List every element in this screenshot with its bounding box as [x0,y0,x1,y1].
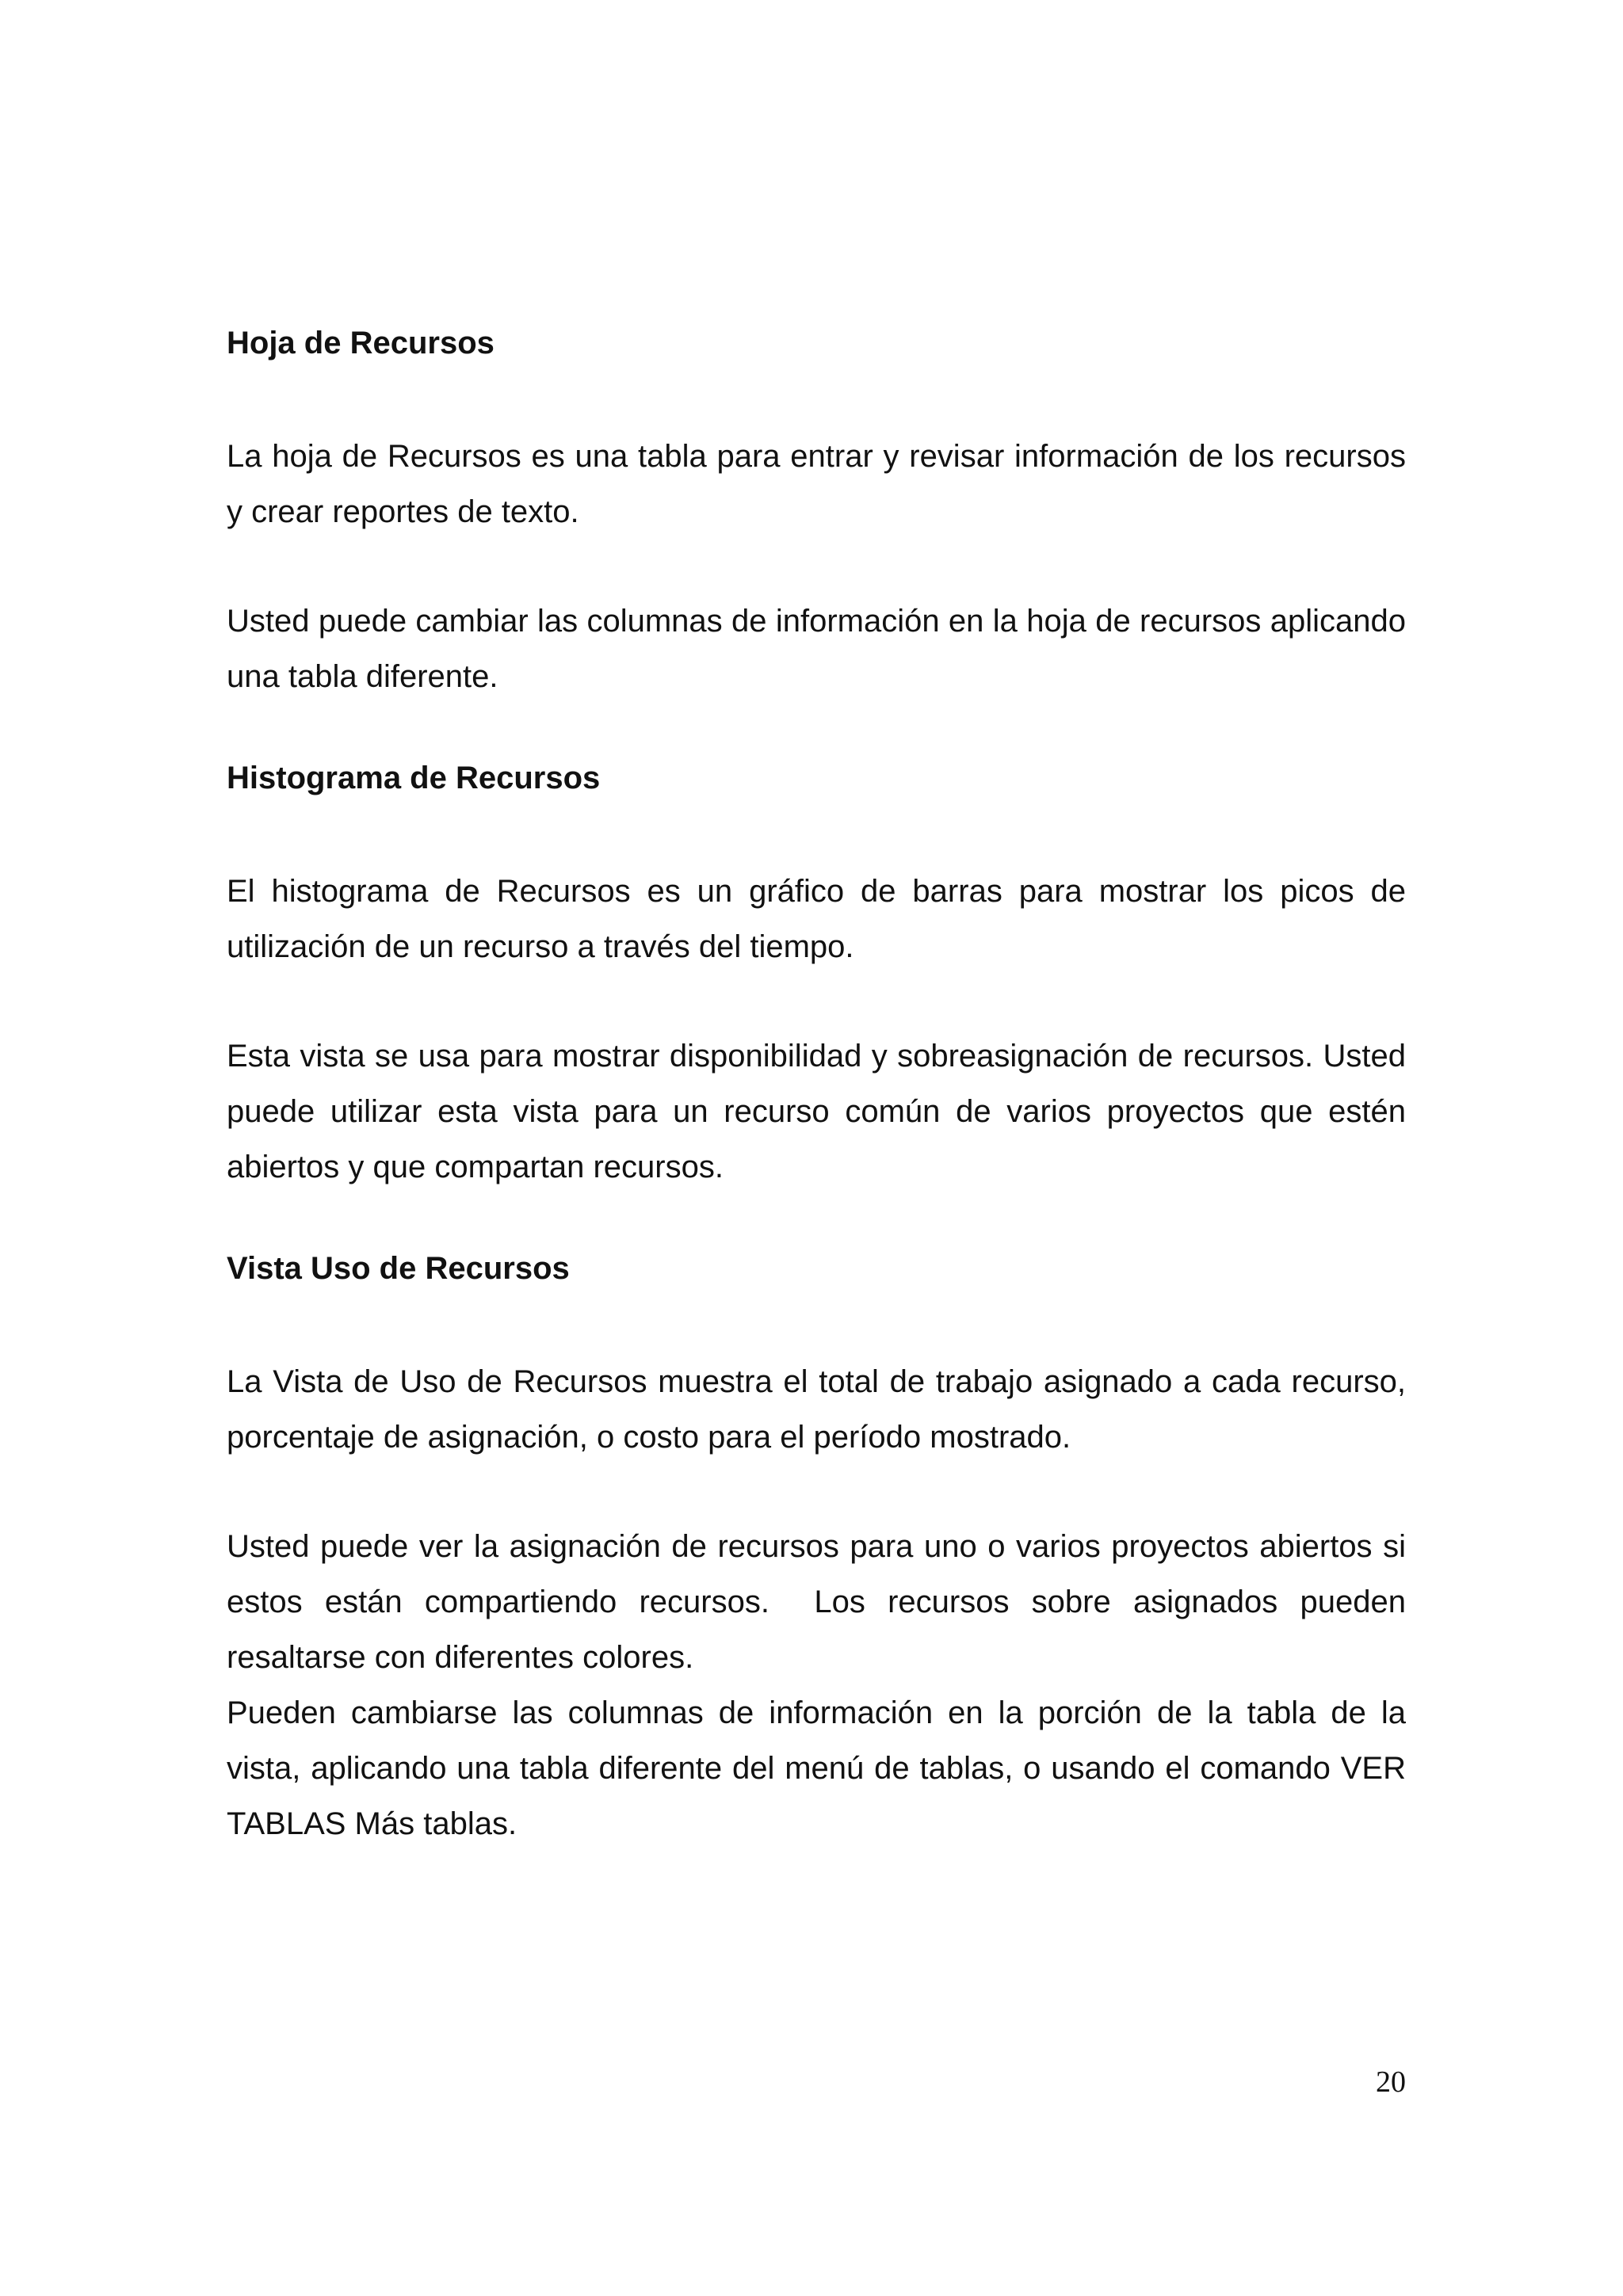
section-heading-histograma-de-recursos: Histograma de Recursos [227,761,601,795]
paragraph: Usted puede cambiar las columnas de información en la hoja de recursos aplicando una tabla diferente. [227,604,1406,694]
page-content [227,323,1415,1852]
paragraph: La hoja de Recursos es una tabla para entrar y revisar información de los recursos y crear reportes de texto. [227,439,1406,529]
page-number: 20 [1376,2065,1406,2099]
paragraph: Pueden cambiarse las columnas de información en la porción de la tabla de la vista, aplicando una tabla diferente del menú de tablas, o usando el comando VER TABLAS Más tablas. [227,1695,1406,1841]
paragraph: Esta vista se usa para mostrar disponibilidad y sobreasignación de recursos. Usted puede utilizar esta vista para un recurso común de varios proyectos que estén abiertos y que compartan recursos. [227,1039,1406,1184]
paragraph: El histograma de Recursos es un gráfico de barras para mostrar los picos de utilización de un recurso a través del tiempo. [227,874,1406,964]
paragraph: Usted puede ver la asignación de recursos para uno o varios proyectos abiertos si estos están compartiendo recursos. Los recursos sobre asignados pueden resaltarse con diferentes colores. [227,1529,1415,1675]
paragraph: La Vista de Uso de Recursos muestra el total de trabajo asignado a cada recurso, porcentaje de asignación, o costo para el período mostrado. [227,1364,1406,1455]
section-heading-vista-uso-de-recursos: Vista Uso de Recursos [227,1251,570,1286]
section-heading-hoja-de-recursos: Hoja de Recursos [227,326,495,360]
